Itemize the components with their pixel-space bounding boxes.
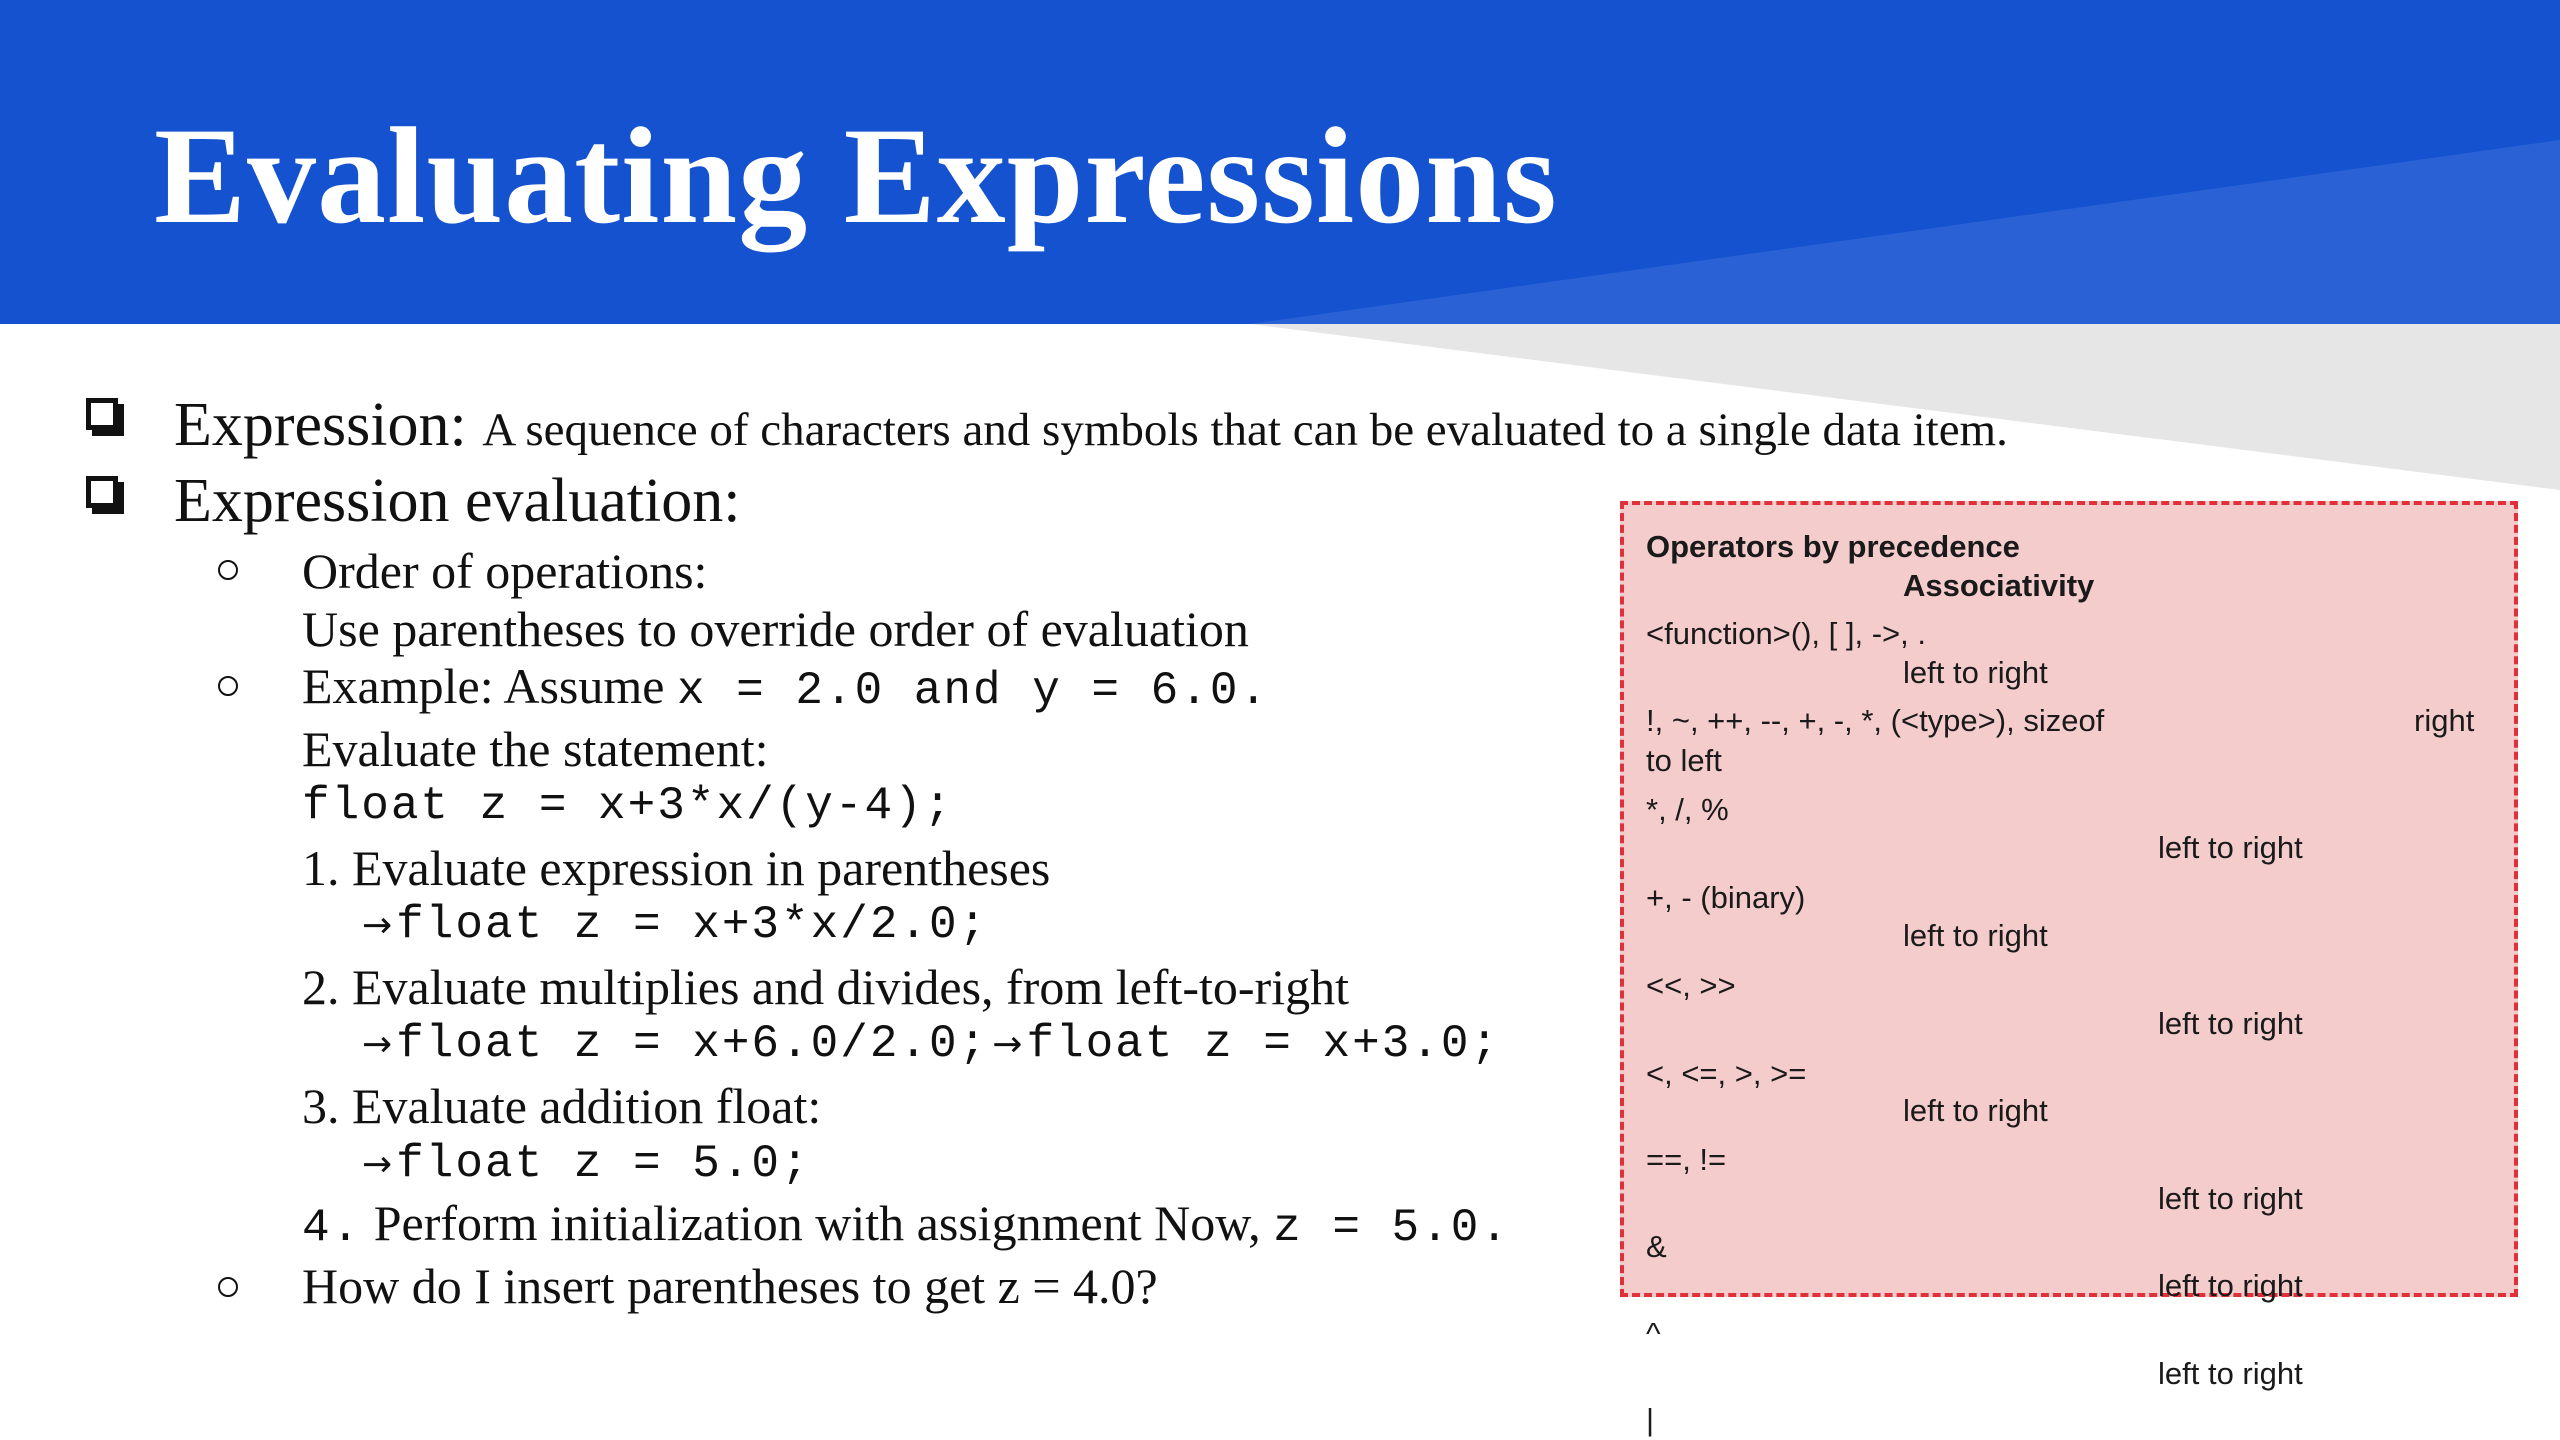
expression-definition: A sequence of characters and symbols that can be evaluated to a single data item. (482, 404, 2008, 456)
arrow-icon: → (362, 1144, 393, 1185)
operator-row-ops: & (1646, 1229, 1667, 1264)
evaluate-label: Evaluate the statement: (302, 721, 769, 777)
step-4-line (302, 1195, 1510, 1254)
operator-row-ops: <, <=, >, >= (1646, 1056, 1807, 1091)
operator-row-ops: *, /, % (1646, 792, 1729, 827)
operator-row-assoc: left to right (1903, 918, 2048, 953)
operator-row-assoc: to left (1646, 743, 1722, 778)
question: How do I insert parentheses to get z = 4.0? (302, 1258, 1158, 1314)
checkbox-bullet-icon (86, 476, 118, 508)
operator-row-ops: <<, >> (1646, 968, 1736, 1003)
step-3-result (362, 1138, 811, 1190)
operator-row-ops: !, ~, ++, --, +, -, *, (<type>), sizeof (1646, 703, 2105, 738)
checkbox-bullet-icon (86, 398, 118, 430)
operator-row-ops: <function>(), [ ], ->, . (1646, 616, 1926, 651)
operator-row-ops: ==, != (1646, 1142, 1727, 1177)
circle-bullet-icon (218, 1277, 238, 1297)
operator-row-assoc: left to right (1903, 655, 2048, 690)
arrow-icon: → (362, 1024, 393, 1065)
step-2-result (362, 1018, 1501, 1070)
step-1-code: float z = x+3*x/2.0; (396, 899, 989, 951)
step-3-label: 3. Evaluate addition float: (302, 1078, 822, 1134)
operator-row-assoc: left to right (2158, 1006, 2303, 1041)
arrow-icon: → (362, 905, 393, 946)
operators-header: Operators by precedence (1646, 529, 2020, 564)
operator-row-ops: | (1646, 1402, 1655, 1437)
example-line (302, 658, 1270, 717)
operator-row-ops: ^ (1646, 1316, 1661, 1351)
example-prefix: Example: Assume (302, 658, 665, 714)
operator-row-assoc: left to right (2158, 1181, 2303, 1216)
step-4-code: z = 5.0. (1273, 1202, 1510, 1254)
expression-term: Expression: (174, 391, 467, 459)
step-3-code: float z = 5.0; (396, 1138, 811, 1190)
statement-code: float z = x+3*x/(y-4); (302, 780, 954, 832)
step-1-result (362, 899, 989, 951)
step-4-number: 4. (302, 1202, 362, 1254)
order-of-operations: Order of operations: (302, 543, 708, 599)
operator-row-assoc: left to right (2158, 1268, 2303, 1303)
circle-bullet-icon (218, 676, 238, 696)
order-detail: Use parentheses to override order of evaluation (302, 601, 1249, 657)
associativity-header: Associativity (1903, 568, 2095, 603)
operator-row-assoc: left to right (2158, 830, 2303, 865)
step-2-code-b: float z = x+3.0; (1026, 1018, 1501, 1070)
step-1-label: 1. Evaluate expression in parentheses (302, 840, 1051, 896)
slide-title: Evaluating Expressions (154, 99, 1558, 252)
step-4-label: Perform initialization with assignment Now, (373, 1195, 1261, 1251)
operator-row-assoc: left to right (2158, 1356, 2303, 1391)
circle-bullet-icon (218, 560, 238, 580)
operator-row-assoc: right (2414, 703, 2475, 738)
step-2-label: 2. Evaluate multiplies and divides, from left-to-right (302, 959, 1349, 1015)
arrow-icon: → (992, 1024, 1023, 1065)
operator-row-ops: +, - (binary) (1646, 880, 1806, 915)
example-code: x = 2.0 and y = 6.0. (676, 665, 1270, 717)
step-2-code: float z = x+6.0/2.0; (396, 1018, 989, 1070)
bullet-expression (174, 391, 2008, 459)
bullet-expression-evaluation: Expression evaluation: (174, 467, 741, 535)
operator-row-assoc: left to right (1903, 1093, 2048, 1128)
